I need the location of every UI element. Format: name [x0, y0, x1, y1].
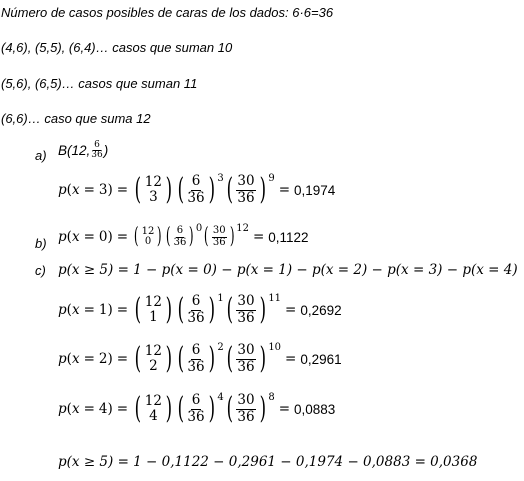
intro-sum-12: (6,6)… caso que suma 12: [1, 111, 151, 126]
dist-prefix: B(12,: [58, 143, 91, 158]
fraction-p: $\frac{6}{36}$: [187, 392, 205, 425]
equation-b: p ( x = 0 ) = ( 12 0 ) ( $\frac{6}{36}$ ) $^0$ ( $\frac{30}{36}$ ) $^{12}$ = 0,1122: [58, 222, 309, 249]
part-a-distribution: [58, 141, 108, 160]
equation-c-2: p ( x = 2 ) = ( 12 2 ) ( $\frac{6}{36}$ ) $^2$ ( $\frac{30}{36}$ ) $^{10}$ = 0,2961: [58, 341, 342, 377]
result-b: 0,1122: [268, 229, 309, 245]
fraction-p: $\frac{6}{36}$: [187, 173, 205, 206]
fraction-p: $\frac{6}{36}$: [173, 225, 187, 248]
binomial-coefficient: 12 3: [144, 173, 162, 206]
dist-fraction: $\frac{6}{36}$: [91, 140, 103, 160]
fraction-q: $\frac{30}{36}$: [237, 293, 255, 326]
fraction-p: $\frac{6}{36}$: [187, 293, 205, 326]
fraction-q: $\frac{30}{36}$: [237, 173, 255, 206]
part-a-label: a): [35, 148, 47, 163]
dist-suffix: ): [103, 143, 109, 158]
equation-c-1: p ( x = 1 ) = ( 12 1 ) ( $\frac{6}{36}$ ) $^1$ ( $\frac{30}{36}$ ) $^{11}$ = 0,2692: [58, 292, 342, 328]
binomial-coefficient: 12 4: [144, 392, 162, 425]
binomial-coefficient: 12 0: [141, 225, 155, 247]
result-c-1: 0,2692: [300, 302, 342, 318]
intro-total-cases: Número de casos posibles de caras de los dados: 6·6=36: [1, 5, 334, 20]
fraction-q: $\frac{30}{36}$: [237, 342, 255, 375]
fraction-q: $\frac{30}{36}$: [212, 225, 226, 248]
result-a: 0,1974: [294, 182, 336, 198]
part-b-label: b): [35, 236, 47, 251]
binomial-coefficient: 12 2: [144, 342, 162, 375]
intro-sum-10: (4,6), (5,5), (6,4)… casos que suman 10: [1, 40, 233, 55]
equation-c-expansion: p(x ≥ 5) = 1 − p(x = 0) − p(x = 1) − p(x = 2) − p(x = 3) − p(x = 4): [58, 262, 518, 278]
intro-sum-11: (5,6), (6,5)… casos que suman 11: [1, 76, 198, 91]
result-c-2: 0,2961: [300, 351, 342, 367]
equation-c-4: p ( x = 4 ) = ( 12 4 ) ( $\frac{6}{36}$ ) $^4$ ( $\frac{30}{36}$ ) $^8$ = 0,0883: [58, 391, 336, 427]
binomial-coefficient: 12 1: [144, 293, 162, 326]
equation-a: p ( x = 3 ) = ( 12 3 ) ( $\frac{6}{36}$ ) $^3$ ( $\frac{30}{36}$ ) $^9$ = 0,1974: [58, 172, 336, 208]
equation-c-final: p(x ≥ 5) = 1 − 0,1122 − 0,2961 − 0,1974 − 0,0883 = 0,0368: [58, 454, 478, 470]
fraction-p: $\frac{6}{36}$: [187, 342, 205, 375]
part-c-label: c): [35, 263, 46, 278]
fraction-q: $\frac{30}{36}$: [237, 392, 255, 425]
result-c-4: 0,0883: [294, 401, 336, 417]
